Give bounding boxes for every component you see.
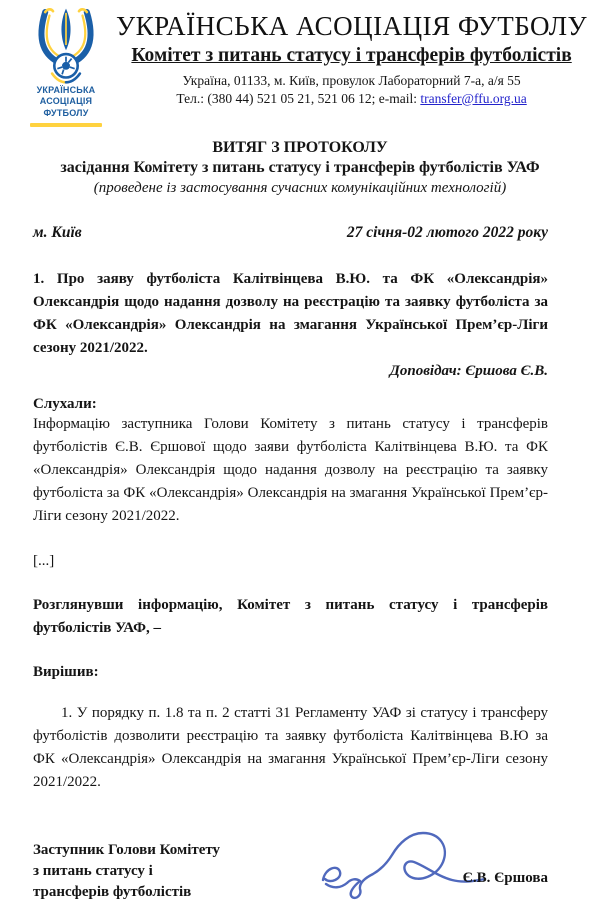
place-date-row (33, 224, 548, 242)
organization-contacts (116, 91, 587, 107)
logo-wordmark-line: УКРАЇНСЬКА (36, 85, 96, 95)
signature-block (33, 840, 548, 915)
document-title: ВИТЯГ З ПРОТОКОЛУ (212, 139, 388, 156)
logo-wordmark-line: АСОЦІАЦІЯ (39, 96, 93, 107)
organization-address: Україна, 01133, м. Київ, провулок Лабораторний 7-а, а/я 55 (182, 72, 521, 88)
phone-text: Тел.: (380 44) 521 05 21, 521 06 12; e-mail: (176, 90, 421, 106)
heard-label: Слухали: (33, 396, 97, 413)
agenda-item-paragraph: 1. Про заяву футболіста Калітвінцева В.Ю. та ФК «Олександрія» Олександрія щодо надання дозволу на реєстрацію та заявку футболіста за ФК «Олександрія» Олександрія на змагання Української Прем’єр-Ліги сезону 2021/2022. (33, 271, 548, 357)
reporter-line: Доповідач: Єршова Є.В. (389, 363, 548, 380)
logo-wordmark (16, 85, 116, 119)
considered-paragraph: Розглянувши інформацію, Комітет з питань статусу і трансферів футболістів УАФ, – (33, 597, 548, 637)
heard-paragraph: Інформацію заступника Голови Комітету з питань статусу і трансферів футболістів Є.В. Єршової щодо заяви футболіста Калітвінцева В.Ю. та ФК «Олександрія» Олександрія щодо надання дозволу на реєстрацію та заявку футболіста за ФК «Олександрія» Олександрія на змагання Української Прем’єр-Ліги сезону 2021/2022. (33, 416, 548, 525)
committee-subtitle: Комітет з питань статусу і трансферів футболістів (131, 44, 572, 66)
letterhead-text (116, 6, 587, 122)
place-label: м. Київ (33, 224, 82, 242)
logo-wordmark-line: ФУТБОЛУ (43, 107, 89, 118)
organization-title: УКРАЇНСЬКА АСОЦІАЦІЯ ФУТБОЛУ (116, 11, 588, 41)
signer-position-line: Заступник Голови Комітету (33, 842, 221, 859)
document-subtitle: засідання Комітету з питань статусу і трансферів футболістів УАФ (60, 159, 540, 177)
uaf-trident-football-icon (22, 6, 110, 84)
decision-paragraph: 1. У порядку п. 1.8 та п. 2 статті 31 Регламенту УАФ зі статусу і трансферу футболістів дозволити реєстрацію та заявку футболіста Калітвінцева В.Ю за ФК «Олександрія» Олександрія на змагання Української Прем’єр-Ліги сезону 2021/2022. (33, 705, 548, 791)
omission-marker: [...] (33, 553, 55, 570)
document-heading (0, 138, 600, 197)
signer-position-line: з питань статусу і (33, 863, 153, 880)
letterhead (0, 0, 600, 122)
decided-label: Вирішив: (33, 664, 99, 681)
document-body (0, 224, 600, 915)
signature-area (313, 840, 548, 915)
document-note: (проведене із застосування сучасних комунікаційних технологій) (93, 180, 507, 197)
logo-yellow-bar (30, 123, 102, 127)
signer-name: Є.В. Єршова (462, 870, 548, 887)
date-label: 27 січня-02 лютого 2022 року (346, 224, 548, 242)
email-link[interactable]: transfer@ffu.org.ua (420, 90, 527, 106)
signer-position-line: трансферів футболістів (33, 884, 192, 901)
signer-position (33, 840, 220, 903)
uaf-logo (16, 6, 116, 122)
